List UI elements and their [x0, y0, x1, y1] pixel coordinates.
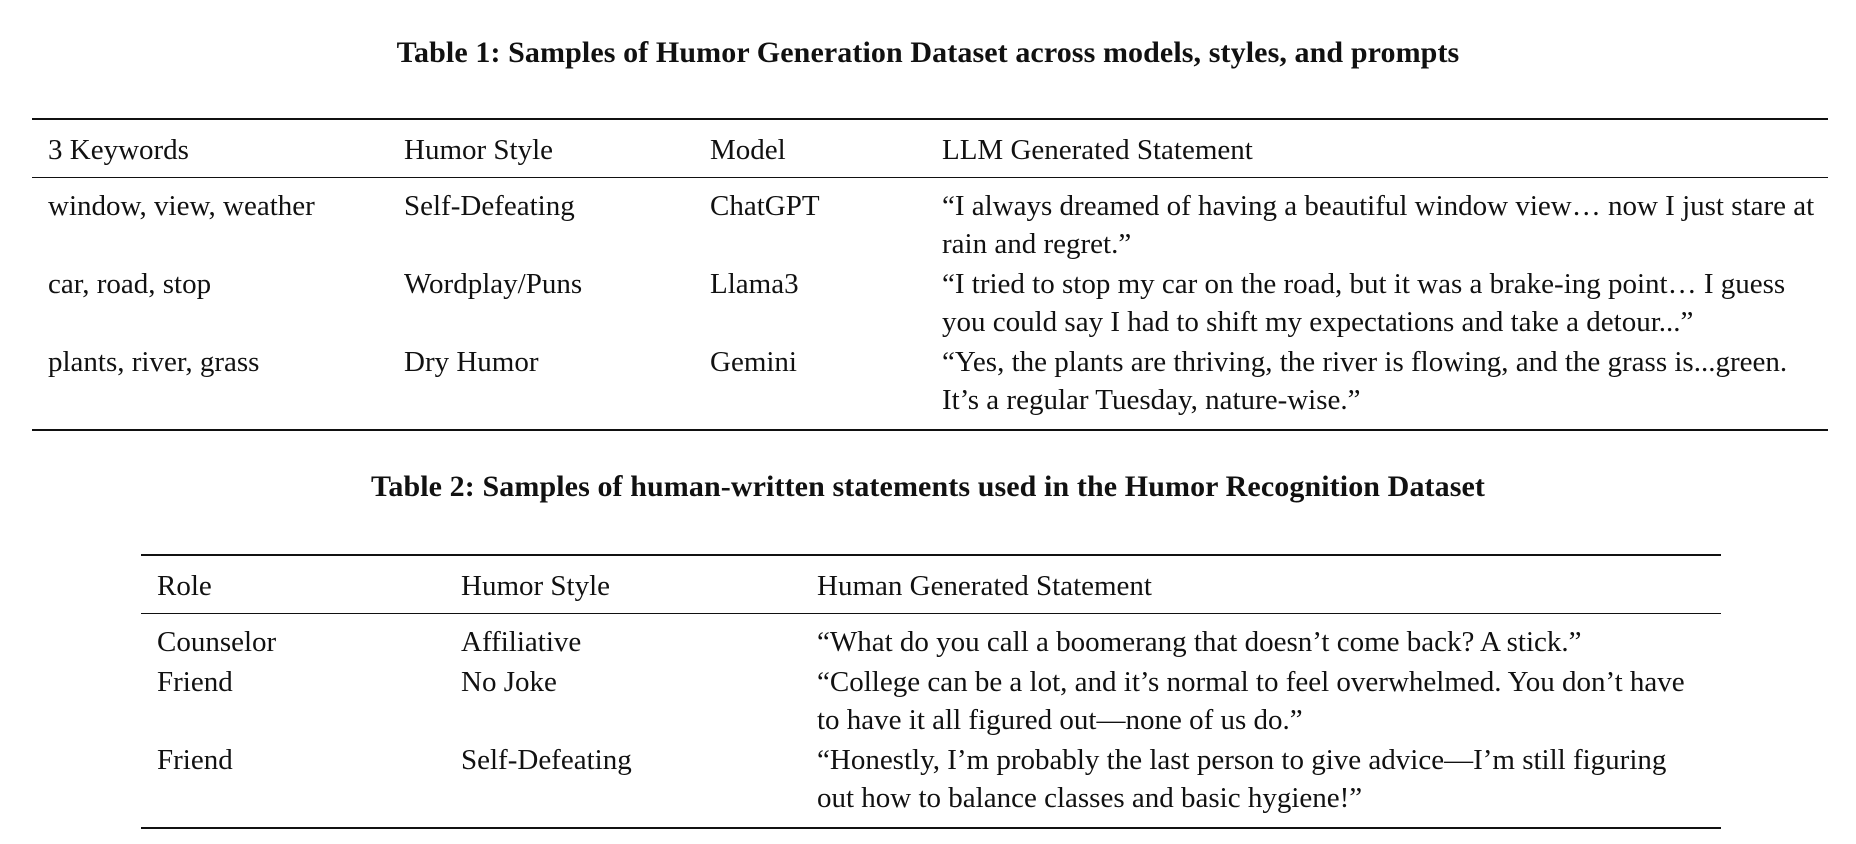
cell-keywords: car, road, stop: [48, 268, 212, 300]
cell-humor-style: No Joke: [461, 666, 557, 698]
cell-role: Friend: [141, 741, 445, 828]
cell-keywords: window, view, weather: [48, 190, 315, 222]
cell-statement: “I always dreamed of having a beautiful window view… now I just stare at rain and regret.”: [942, 190, 1815, 260]
cell-humor-style: Dry Humor: [388, 343, 694, 430]
table-row: [32, 265, 1828, 343]
cell-statement: “Honestly, I’m probably the last person to give advice—I’m still figuring out how to balance classes and basic hygiene!”: [801, 741, 1721, 828]
table-header-row: [32, 119, 1828, 178]
table-row: [32, 178, 1828, 266]
cell-model: Gemini: [694, 343, 926, 430]
cell-statement: “College can be a lot, and it’s normal to feel overwhelmed. You don’t have to have it all figured out—none of us do.”: [817, 666, 1685, 736]
cell-humor-style: Affiliative: [461, 626, 582, 658]
table2-caption: Table 2: Samples of human-written statements used in the Humor Recognition Dataset: [370, 470, 1486, 503]
column-header-role: Role: [141, 555, 445, 614]
cell-humor-style: Self-Defeating: [445, 741, 801, 828]
cell-role: Friend: [157, 666, 233, 698]
column-header-llm-statement: LLM Generated Statement: [926, 119, 1828, 178]
table-row: [141, 741, 1721, 828]
cell-keywords: plants, river, grass: [32, 343, 388, 430]
cell-statement: “What do you call a boomerang that doesn’t come back? A stick.”: [817, 626, 1582, 658]
cell-role: Counselor: [157, 626, 277, 658]
cell-model: Llama3: [710, 268, 799, 300]
humor-recognition-table: [141, 554, 1721, 829]
cell-humor-style: Self-Defeating: [404, 190, 575, 222]
cell-statement: “I tried to stop my car on the road, but it was a brake-ing point… I guess you could say I had to shift my expectations and take a detour...”: [942, 268, 1786, 338]
table-row: [141, 614, 1721, 664]
table1-caption: Table 1: Samples of Humor Generation Dataset across models, styles, and prompts: [396, 36, 1460, 69]
table-row: [141, 663, 1721, 741]
column-header-keywords: 3 Keywords: [32, 119, 388, 178]
column-header-human-statement: Human Generated Statement: [801, 555, 1721, 614]
humor-generation-table: [32, 118, 1828, 431]
table-header-row: [141, 555, 1721, 614]
cell-statement: “Yes, the plants are thriving, the river is flowing, and the grass is...green. It’s a regular Tuesday, nature-wise.”: [926, 343, 1828, 430]
column-header-humor-style: Humor Style: [445, 555, 801, 614]
cell-humor-style: Wordplay/Puns: [404, 268, 583, 300]
table-row: [32, 343, 1828, 430]
column-header-model: Model: [694, 119, 926, 178]
cell-model: ChatGPT: [710, 190, 820, 222]
column-header-humor-style: Humor Style: [388, 119, 694, 178]
